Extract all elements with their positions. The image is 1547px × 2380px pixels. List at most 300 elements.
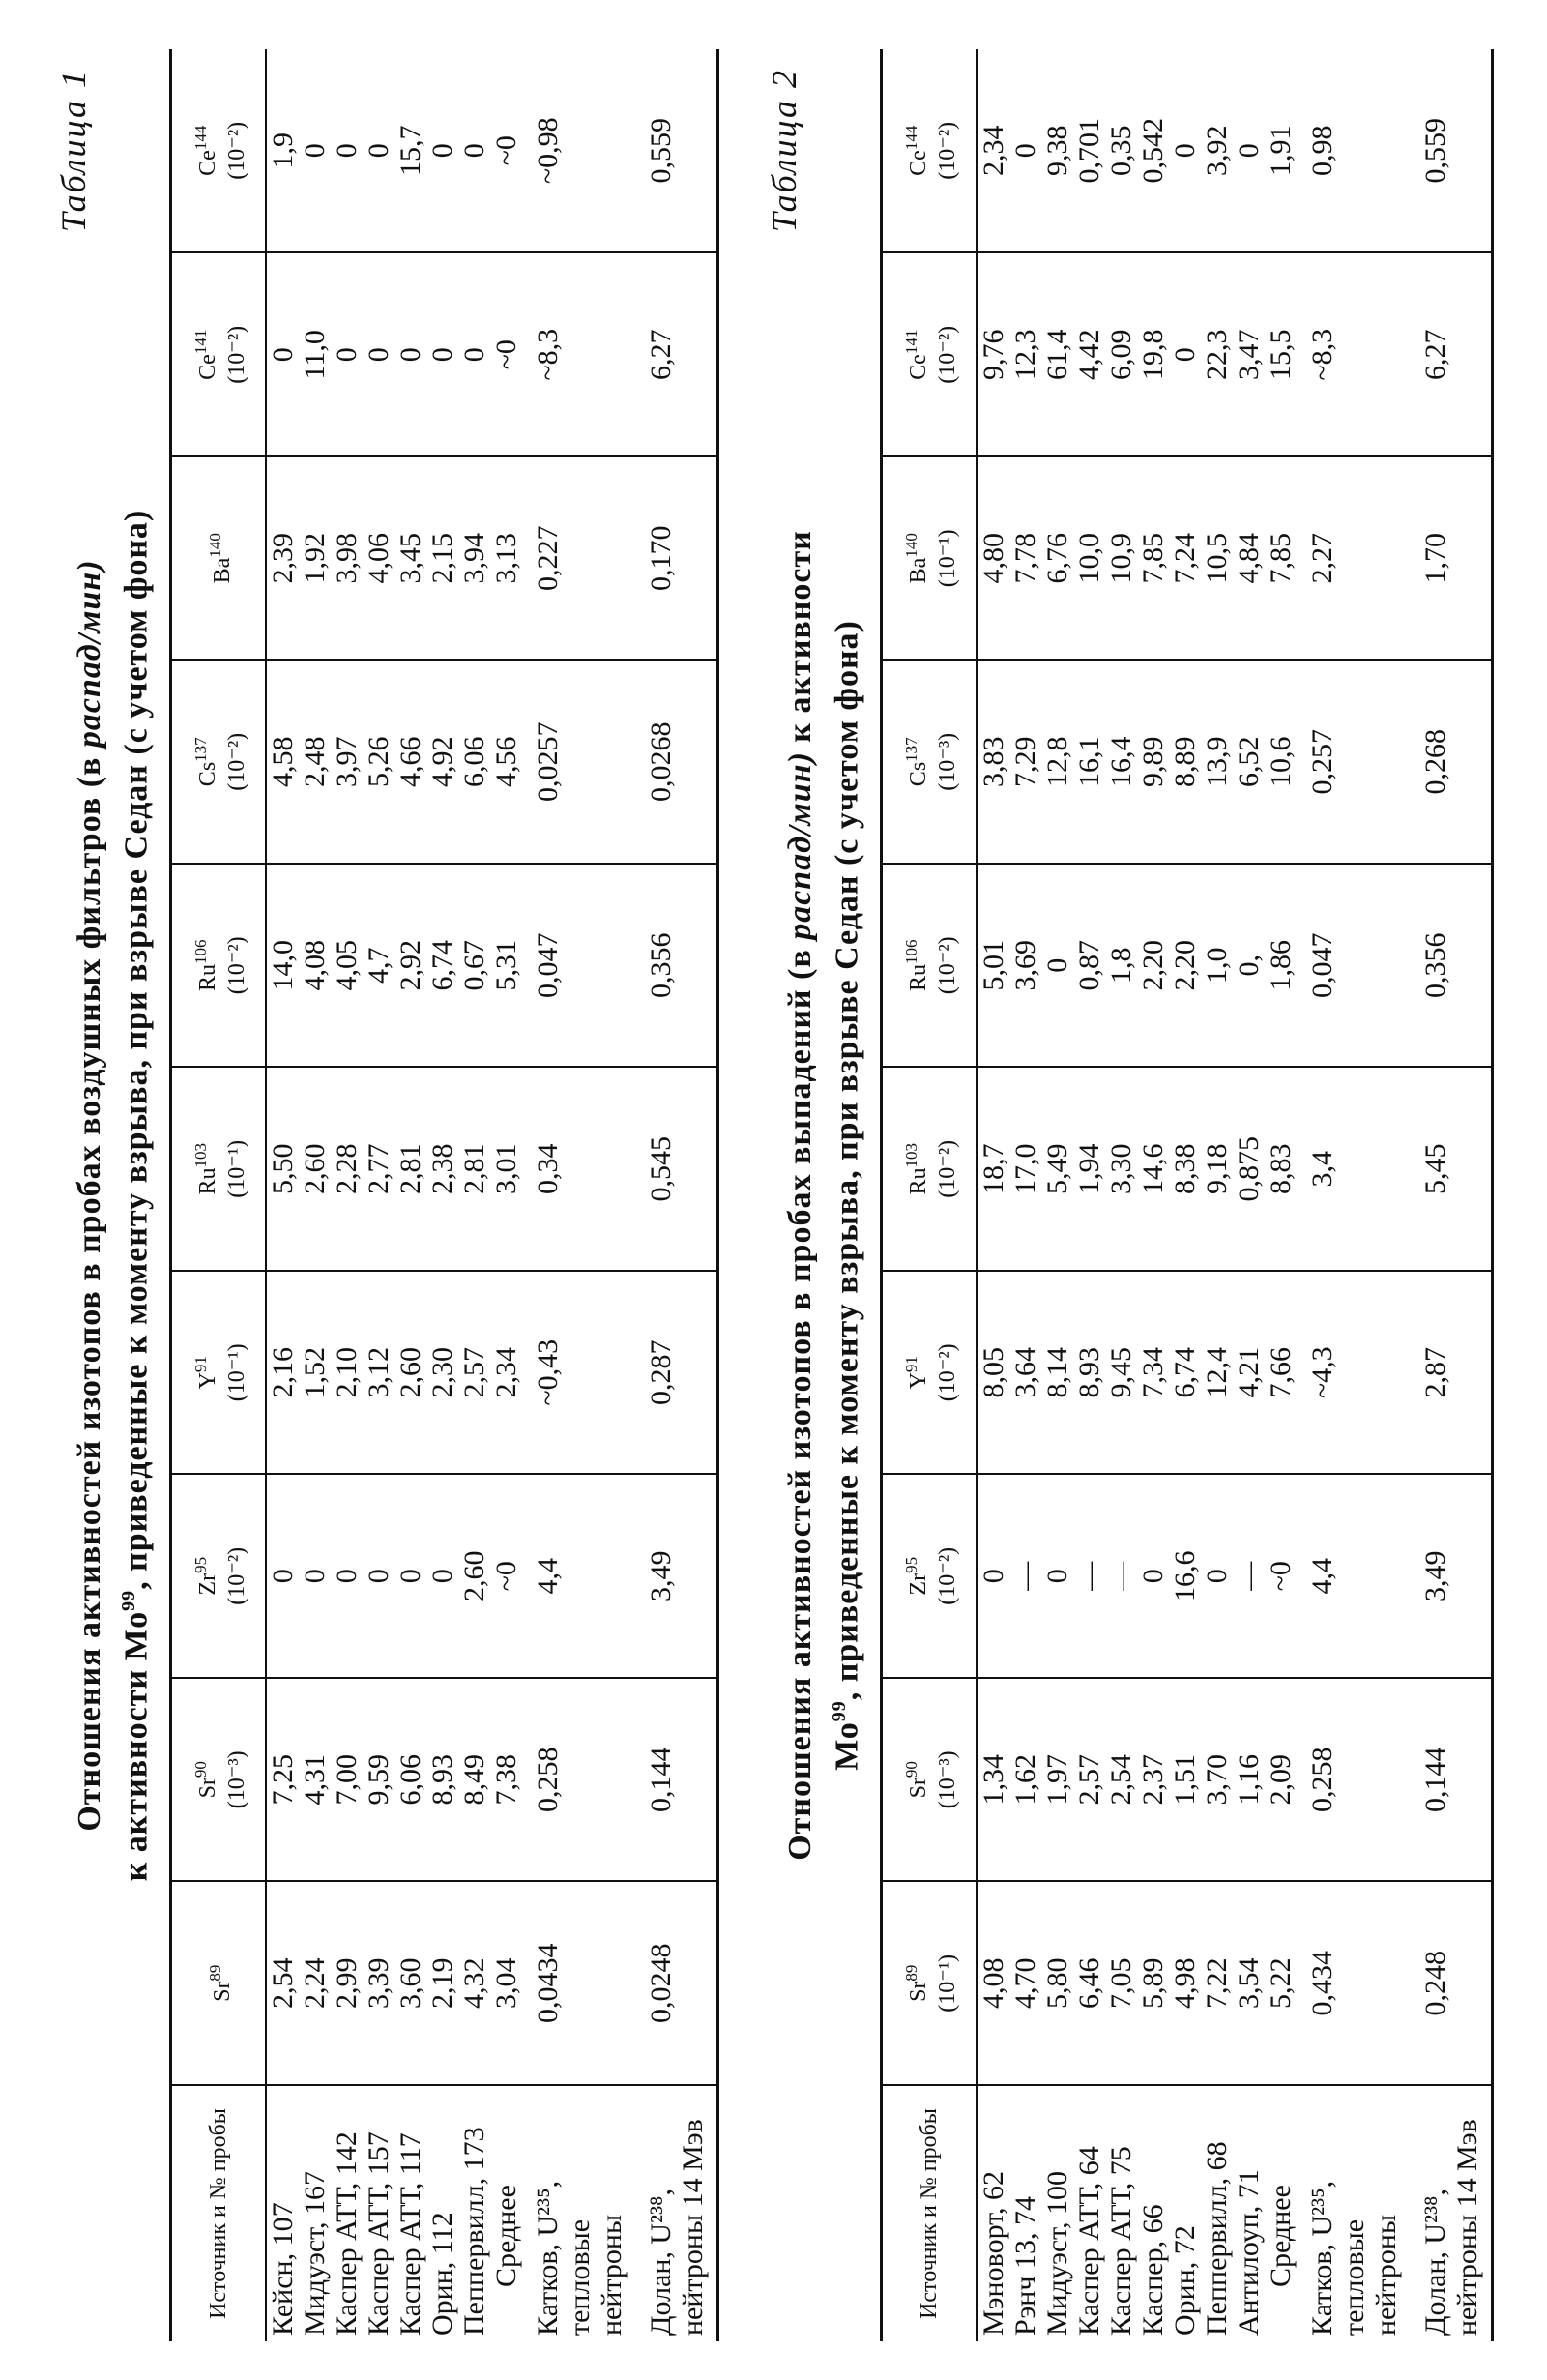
table2-caption-line2a: Мо (829, 1721, 865, 1771)
table-cell: 5,50 (266, 1068, 299, 1272)
table-cell: 10,9 (1105, 456, 1137, 661)
table-cell: 0,545 (635, 1068, 718, 1272)
table-cell: 6,27 (1410, 253, 1493, 457)
table1-col-header (171, 2085, 267, 2341)
table-cell: 3,04 (490, 1882, 522, 2086)
table-cell: 6,74 (426, 864, 458, 1068)
isotope-mass: 144 (190, 125, 210, 151)
table-cell: 6,46 (1073, 1882, 1105, 2086)
table-cell: 0,701 (1073, 49, 1105, 253)
table-row (458, 49, 490, 2341)
table-cell: 61,4 (1041, 253, 1073, 457)
table-cell: 8,83 (1265, 1068, 1297, 1272)
table-row (1041, 49, 1073, 2341)
table-cell: 5,89 (1137, 1882, 1169, 2086)
table-cell: 4,4 (1297, 1475, 1410, 1679)
table-row (426, 49, 458, 2341)
table2-caption-sup: 99 (829, 1700, 850, 1722)
isotope-mass: 91 (190, 1356, 210, 1373)
table2-body (977, 49, 1493, 2341)
table-cell: 0,67 (458, 864, 490, 1068)
table-cell: 16,6 (1169, 1475, 1201, 1679)
table-cell: 0,258 (522, 1678, 635, 1882)
table-row (635, 49, 718, 2341)
table-cell: 0,559 (635, 49, 718, 253)
table-cell: 16,1 (1073, 661, 1105, 865)
table-cell: 18,7 (977, 1068, 1009, 1272)
table-cell: 6,27 (635, 253, 718, 457)
col-header-label: Источник и № пробы (917, 2108, 943, 2319)
table-cell: 16,4 (1105, 661, 1137, 865)
row-source: Долан, U²³⁸, нейтроны 14 Мэв (1410, 2085, 1493, 2341)
table-cell: 0 (299, 1475, 331, 1679)
table2-block (764, 49, 1494, 2341)
table-cell: 9,89 (1137, 661, 1169, 865)
table-cell: 4,08 (299, 864, 331, 1068)
table-cell: 0 (426, 49, 458, 253)
table-cell: ~0 (490, 1475, 522, 1679)
table-cell: 4,31 (299, 1678, 331, 1882)
table-cell: 0 (331, 253, 363, 457)
table-cell: 0 (363, 253, 394, 457)
table-cell: 8,89 (1169, 661, 1201, 865)
table-cell: 15,7 (394, 49, 426, 253)
table-row (1169, 49, 1201, 2341)
table-row (1009, 49, 1041, 2341)
isotope-symbol: Ce (194, 150, 220, 176)
table-cell: 0 (458, 253, 490, 457)
table-cell: — (1009, 1475, 1041, 1679)
scale-factor: (10⁻²) (934, 121, 960, 180)
row-source: Каспер АТТ, 64 (1073, 2146, 1106, 2336)
table-cell: 3,30 (1105, 1068, 1137, 1272)
table-cell: 3,70 (1201, 1678, 1233, 1882)
table-cell: 0 (331, 49, 363, 253)
table-cell: 3,60 (394, 1882, 426, 2086)
row-source: Катков, U²³⁵, тепловые нейтроны (532, 2180, 628, 2336)
table-cell: 12,3 (1009, 253, 1041, 457)
table-cell: 2,60 (458, 1475, 490, 1679)
table-cell: 4,42 (1073, 253, 1105, 457)
table-cell: 0,258 (1297, 1678, 1410, 1882)
table-cell: 17,0 (1009, 1068, 1041, 1272)
table-cell: 7,34 (1137, 1271, 1169, 1475)
isotope-symbol: Cs (194, 761, 220, 787)
table-cell: 6,74 (1169, 1271, 1201, 1475)
table-cell: 7,00 (331, 1678, 363, 1882)
table-cell: 0,34 (522, 1068, 635, 1272)
table-cell: 0 (363, 1475, 394, 1679)
table-cell: 2,34 (490, 1271, 522, 1475)
table-cell: 6,06 (458, 661, 490, 865)
scale-factor: (10⁻¹) (223, 1343, 249, 1402)
table-cell: 1,16 (1233, 1678, 1265, 1882)
table-cell: 9,45 (1105, 1271, 1137, 1475)
table-cell: 9,76 (977, 253, 1009, 457)
isotope-symbol: Ru (905, 964, 931, 992)
scale-factor: (10⁻¹) (934, 529, 960, 588)
table-row (363, 49, 394, 2341)
scale-factor: (10⁻²) (223, 1546, 249, 1605)
table-cell: 5,80 (1041, 1882, 1073, 2086)
table-cell: 4,7 (363, 864, 394, 1068)
table-cell: 2,77 (363, 1068, 394, 1272)
table-cell: 4,98 (1169, 1882, 1201, 2086)
table-cell: 0 (1201, 1475, 1233, 1679)
row-source: Каспер АТТ, 157 (363, 2131, 395, 2336)
table-cell: 1,52 (299, 1271, 331, 1475)
table-cell: 7,22 (1201, 1882, 1233, 2086)
table-cell: 3,54 (1233, 1882, 1265, 2086)
table-cell: 6,52 (1233, 661, 1265, 865)
table-cell: 6,09 (1105, 253, 1137, 457)
table-cell: 2,60 (299, 1068, 331, 1272)
isotope-mass: 137 (190, 737, 210, 762)
row-source: Долан, U²³⁸, нейтроны 14 Мэв (635, 2085, 718, 2341)
table1-col-header (171, 1678, 267, 1882)
table1-caption-line2b: , приведенные к моменту взрыва, при взрыве Седан (с учетом фона) (118, 509, 155, 1590)
table-cell: 0,170 (635, 456, 718, 661)
table1-caption-sup: 99 (118, 1589, 139, 1611)
table-cell: 9,38 (1041, 49, 1073, 253)
isotope-mass: 95 (901, 1556, 920, 1573)
table1-col-header (171, 456, 267, 661)
table-cell: 2,81 (394, 1068, 426, 1272)
table-cell: 1,62 (1009, 1678, 1041, 1882)
table-cell: 2,28 (331, 1068, 363, 1272)
table-row (977, 49, 1009, 2341)
table-cell: 12,8 (1041, 661, 1073, 865)
table1-caption-unit: распад/мин) (72, 559, 107, 749)
table-cell: 13,9 (1201, 661, 1233, 865)
table-cell: 0, (1233, 864, 1265, 1068)
table-cell: 1,51 (1169, 1678, 1201, 1882)
table-cell: 2,54 (1105, 1678, 1137, 1882)
table-cell: 0,248 (1410, 1882, 1493, 2086)
table-cell: 2,10 (331, 1271, 363, 1475)
table-cell: 8,93 (1073, 1271, 1105, 1475)
table-row (1073, 49, 1105, 2341)
table-cell: 3,98 (331, 456, 363, 661)
row-source: Орин, 112 (426, 2212, 459, 2336)
table-cell: 0,0248 (635, 1882, 718, 2086)
table-cell: 3,01 (490, 1068, 522, 1272)
table1-col-header (171, 864, 267, 1068)
row-source: Мэноворт, 62 (978, 2170, 1010, 2336)
row-source: Пеппервилл, 173 (458, 2127, 491, 2336)
isotope-mass: 106 (901, 939, 920, 964)
table-cell: 0 (1169, 49, 1201, 253)
table-cell: 0,047 (1297, 864, 1410, 1068)
table2-label: Таблица 2 (765, 69, 803, 233)
isotope-mass: 95 (190, 1556, 210, 1573)
row-source: Орин, 72 (1169, 2225, 1202, 2336)
table-cell: 8,49 (458, 1678, 490, 1882)
table-cell: 22,3 (1201, 253, 1233, 457)
table-cell: 2,37 (1137, 1678, 1169, 1882)
table-cell: 0 (977, 1475, 1009, 1679)
table1-col-header (171, 1271, 267, 1475)
table-cell: 1,92 (299, 456, 331, 661)
table2-header-row (882, 49, 978, 2341)
table-cell: 3,83 (977, 661, 1009, 865)
table-row (299, 49, 331, 2341)
table-cell: 2,60 (394, 1271, 426, 1475)
row-source: Пеппервилл, 68 (1201, 2141, 1234, 2336)
table-cell: ~0,98 (522, 49, 635, 253)
table-cell: 2,30 (426, 1271, 458, 1475)
table-cell: 0,356 (635, 864, 718, 1068)
scale-factor: (10⁻¹) (223, 1139, 249, 1198)
table-cell: 6,76 (1041, 456, 1073, 661)
isotope-mass: 91 (901, 1356, 920, 1373)
table1-caption-line2a: к активности Мо (118, 1610, 155, 1882)
table-cell: 4,66 (394, 661, 426, 865)
table-cell: 1,86 (1265, 864, 1297, 1068)
row-source: Каспер, 66 (1137, 2204, 1170, 2336)
table-cell: 2,48 (299, 661, 331, 865)
table2-col-header (882, 49, 978, 253)
table2-col-header (882, 253, 978, 457)
table-cell: 10,6 (1265, 661, 1297, 865)
isotope-symbol: Ce (905, 150, 931, 176)
table-cell: 2,39 (266, 456, 299, 661)
table-cell: — (1233, 1475, 1265, 1679)
table1-col-header (171, 253, 267, 457)
table-cell: 0 (1169, 253, 1201, 457)
table-cell: 2,81 (458, 1068, 490, 1272)
table2-col-header (882, 1475, 978, 1679)
isotope-mass: 141 (190, 329, 210, 355)
table-cell: 0 (394, 1475, 426, 1679)
table-cell: 3,47 (1233, 253, 1265, 457)
table-cell: 8,93 (426, 1678, 458, 1882)
table-cell: ~4,3 (1297, 1271, 1410, 1475)
table2-col-header (882, 1271, 978, 1475)
table-cell: 3,94 (458, 456, 490, 661)
table-cell: 2,57 (1073, 1678, 1105, 1882)
table-cell: 3,13 (490, 456, 522, 661)
row-source: Мидуэст, 100 (1041, 2170, 1074, 2336)
scale-factor: (10⁻²) (934, 325, 960, 384)
isotope-symbol: Sr (905, 1778, 931, 1799)
table-cell: 0 (266, 1475, 299, 1679)
table-cell: ~0 (490, 253, 522, 457)
table-cell: 0,0268 (635, 661, 718, 865)
table-cell: 0 (1233, 49, 1265, 253)
table-row (394, 49, 426, 2341)
table2-col-header (882, 1882, 978, 2086)
table-cell: 2,54 (266, 1882, 299, 2086)
table-cell: ~0 (1265, 1475, 1297, 1679)
isotope-mass: 103 (901, 1143, 920, 1168)
table2-col-header (882, 864, 978, 1068)
table-cell: 4,80 (977, 456, 1009, 661)
table-cell: 4,32 (458, 1882, 490, 2086)
table-cell: 4,05 (331, 864, 363, 1068)
table-cell: 0 (331, 1475, 363, 1679)
table-cell: 1,91 (1265, 49, 1297, 253)
table-cell: 4,21 (1233, 1271, 1265, 1475)
isotope-symbol: Sr (209, 1981, 235, 2002)
isotope-mass: 103 (190, 1143, 210, 1168)
scale-factor: (10⁻²) (223, 936, 249, 995)
table1-col-header (171, 1068, 267, 1272)
table-cell: 1,34 (977, 1678, 1009, 1882)
table-cell: ~8,3 (1297, 253, 1410, 457)
table-cell: 1,0 (1201, 864, 1233, 1068)
table-cell: — (1105, 1475, 1137, 1679)
isotope-symbol: Ru (194, 964, 220, 992)
table-cell: 0,87 (1073, 864, 1105, 1068)
table-cell: 0 (1041, 864, 1073, 1068)
row-source: Каспер АТТ, 142 (331, 2131, 364, 2336)
table-cell: 3,69 (1009, 864, 1041, 1068)
scale-factor: (10⁻²) (934, 1343, 960, 1402)
table-cell: 2,19 (426, 1882, 458, 2086)
table1-header-row (171, 49, 267, 2341)
row-source: Мидуэст, 167 (299, 2170, 332, 2336)
table-cell: 4,58 (266, 661, 299, 865)
table-cell: ~0,43 (522, 1271, 635, 1475)
table-cell: 0 (363, 49, 394, 253)
table-cell: 1,94 (1073, 1068, 1105, 1272)
table-row (490, 49, 522, 2341)
row-source: Рэнч 13, 74 (1009, 2196, 1042, 2336)
table-row (331, 49, 363, 2341)
scale-factor: (10⁻¹) (934, 1954, 960, 2013)
table-cell: 2,20 (1169, 864, 1201, 1068)
table2-caption-line2b: , приведенные к моменту взрыва, при взрыве Седан (с учетом фона) (829, 620, 865, 1701)
table-cell: 0,98 (1297, 49, 1410, 253)
table-cell: 4,92 (426, 661, 458, 865)
table-cell: 0 (1009, 49, 1041, 253)
isotope-mass: 106 (190, 939, 210, 964)
table-cell: 7,29 (1009, 661, 1041, 865)
scale-factor: (10⁻²) (223, 325, 249, 384)
table-cell: 2,57 (458, 1271, 490, 1475)
table-cell: 3,39 (363, 1882, 394, 2086)
scale-factor: (10⁻²) (223, 732, 249, 791)
table-cell: 7,85 (1137, 456, 1169, 661)
table2-header (882, 49, 978, 2341)
isotope-mass: 89 (901, 1964, 920, 1982)
scale-factor: (10⁻²) (934, 1546, 960, 1605)
table2-caption-line1: Отношения активностей изотопов в пробах выпадений (в (782, 949, 818, 1861)
table-cell: 14,0 (266, 864, 299, 1068)
row-source: Среднее (490, 2185, 523, 2287)
table-cell: 7,66 (1265, 1271, 1297, 1475)
table-cell: 2,87 (1410, 1271, 1493, 1475)
table-cell: 2,16 (266, 1271, 299, 1475)
table-cell: ~8,3 (522, 253, 635, 457)
scale-factor: (10⁻³) (934, 732, 960, 791)
table-cell: 1,97 (1041, 1678, 1073, 1882)
table-cell: 9,18 (1201, 1068, 1233, 1272)
isotope-symbol: Ba (209, 557, 235, 584)
table1-col-header (171, 1882, 267, 2086)
isotope-symbol: Ru (905, 1167, 931, 1195)
isotope-symbol: Sr (905, 1981, 931, 2002)
table-cell: 5,01 (977, 864, 1009, 1068)
scale-factor: (10⁻³) (223, 1750, 249, 1809)
row-source: Кейсн, 107 (267, 2202, 300, 2336)
table1-header (171, 49, 267, 2341)
table-cell: 2,15 (426, 456, 458, 661)
table-cell: 0,268 (1410, 661, 1493, 865)
isotope-mass: 140 (205, 533, 224, 558)
table-cell: 2,09 (1265, 1678, 1297, 1882)
table2-col-header (882, 1678, 978, 1882)
table-cell: 7,25 (266, 1678, 299, 1882)
table-cell: 1,70 (1410, 456, 1493, 661)
scale-factor: (10⁻³) (934, 1750, 960, 1809)
table1-label: Таблица 1 (54, 69, 93, 233)
table-cell: 7,38 (490, 1678, 522, 1882)
row-source: Среднее (1265, 2185, 1298, 2287)
table-cell: 3,92 (1201, 49, 1233, 253)
isotope-mass: 144 (901, 125, 920, 151)
isotope-symbol: Ba (905, 557, 931, 584)
table-cell: 9,59 (363, 1678, 394, 1882)
table-cell: 0,144 (635, 1678, 718, 1882)
table2-col-header (882, 1068, 978, 1272)
table-cell: 2,92 (394, 864, 426, 1068)
table-cell: 2,27 (1297, 456, 1410, 661)
table-cell: 0,144 (1410, 1678, 1493, 1882)
table-row (1410, 49, 1493, 2341)
table-cell: 0 (394, 253, 426, 457)
isotope-mass: 137 (901, 737, 920, 762)
table-cell: 5,26 (363, 661, 394, 865)
table-cell: 2,34 (977, 49, 1009, 253)
table-cell: 4,56 (490, 661, 522, 865)
table-cell: 3,49 (1410, 1475, 1493, 1679)
table-cell: 0,287 (635, 1271, 718, 1475)
table-cell: 11,0 (299, 253, 331, 457)
table-cell: 5,22 (1265, 1882, 1297, 2086)
table-cell: 1,8 (1105, 864, 1137, 1068)
scale-factor: (10⁻²) (223, 121, 249, 180)
table-cell: 0,875 (1233, 1068, 1265, 1272)
table-cell: 2,20 (1137, 864, 1169, 1068)
isotope-mass: 90 (901, 1761, 920, 1778)
row-source: Антилоуп, 71 (1233, 2169, 1266, 2336)
table-cell: 3,97 (331, 661, 363, 865)
table-cell: 8,14 (1041, 1271, 1073, 1475)
table-cell: 0 (1041, 1475, 1073, 1679)
table-cell: 0 (426, 1475, 458, 1679)
table-cell: 0,227 (522, 456, 635, 661)
table-cell: 8,05 (977, 1271, 1009, 1475)
table1-col-header (171, 49, 267, 253)
table-cell: 4,84 (1233, 456, 1265, 661)
isotope-symbol: Zr (905, 1572, 931, 1596)
scale-factor: (10⁻²) (934, 936, 960, 995)
table-cell: 2,38 (426, 1068, 458, 1272)
table-row (1105, 49, 1137, 2341)
table-cell: 2,99 (331, 1882, 363, 2086)
table-cell: 7,05 (1105, 1882, 1137, 2086)
isotope-mass: 89 (205, 1964, 224, 1982)
table-cell: 0 (458, 49, 490, 253)
table-cell: 0 (426, 253, 458, 457)
isotope-symbol: Y (905, 1372, 931, 1390)
table2-caption (764, 49, 866, 2341)
isotope-symbol: Y (194, 1372, 220, 1390)
table2-col-header (882, 2085, 978, 2341)
table-row (1265, 49, 1297, 2341)
